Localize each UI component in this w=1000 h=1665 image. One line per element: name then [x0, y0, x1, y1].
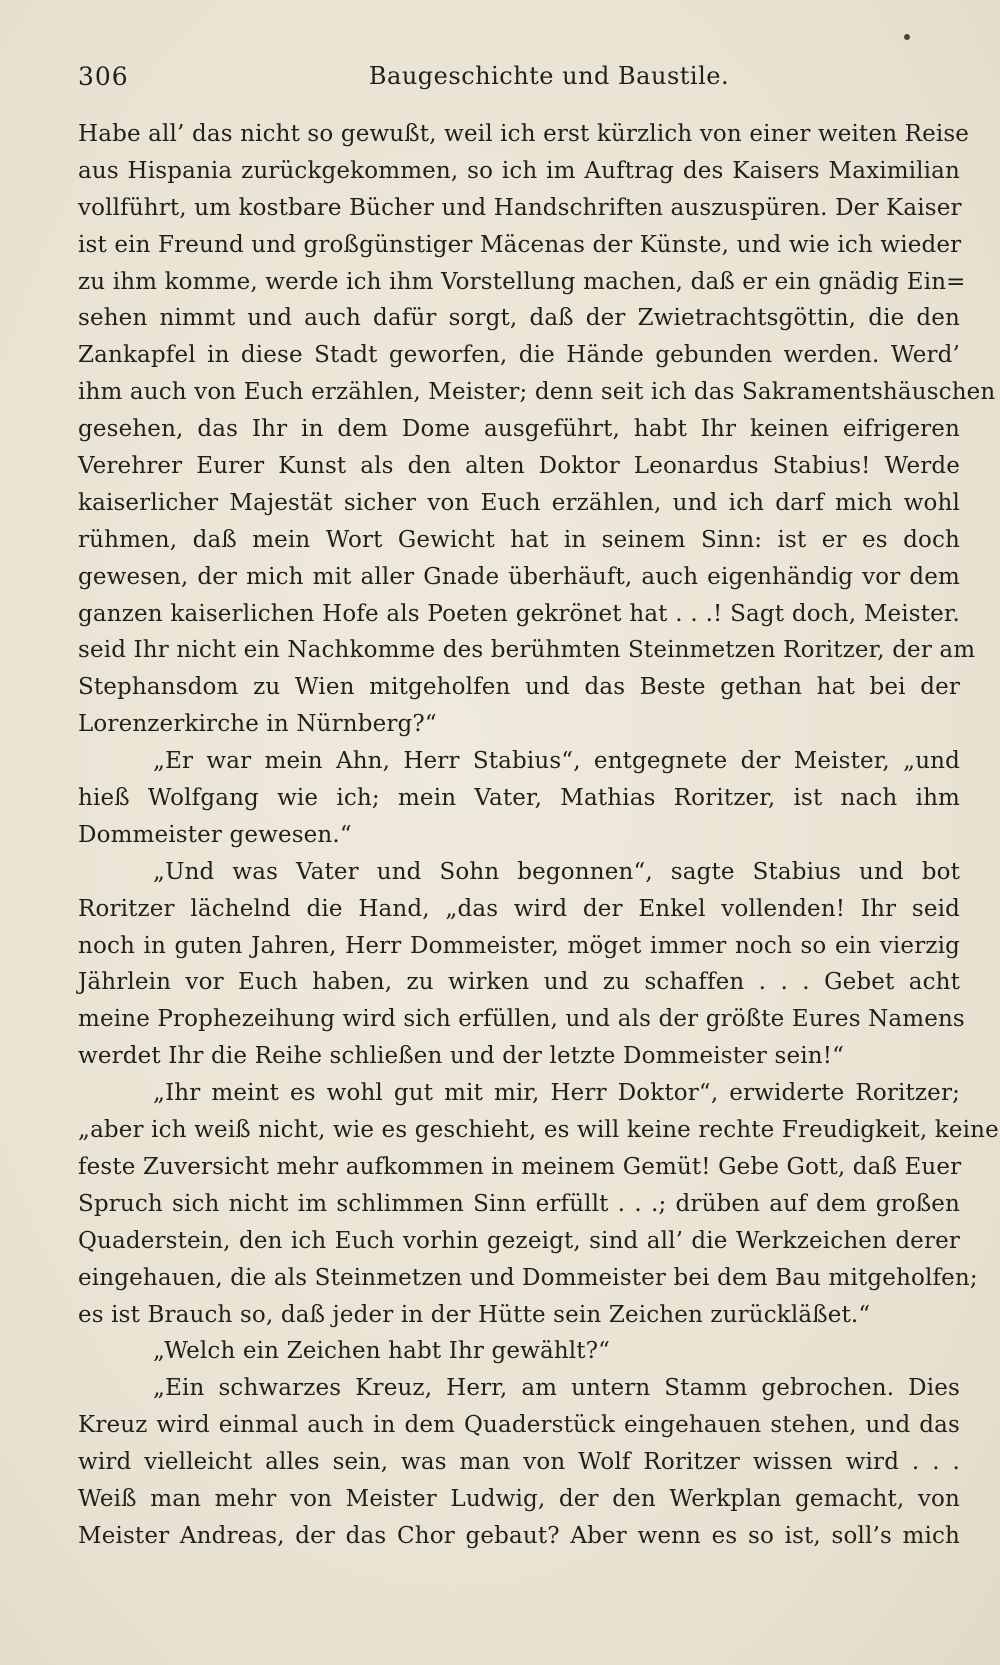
- body-text: [78, 116, 999, 1555]
- text-line: Meister Andreas, der das Chor gebaut? Aber wenn es so ist, soll’s mich: [78, 1522, 960, 1549]
- text-line: meine Prophezeihung wird sich erfüllen, und als der größte Eures Namens: [78, 1006, 965, 1033]
- text-line: Spruch sich nicht im schlimmen Sinn erfüllt . . .; drüben auf dem großen: [78, 1190, 960, 1217]
- text-line: ganzen kaiserlichen Hofe als Poeten gekrönet hat . . .! Sagt doch, Meister.: [78, 600, 960, 627]
- text-line: hieß Wolfgang wie ich; mein Vater, Mathias Roritzer, ist nach ihm: [78, 785, 960, 812]
- text-line: Dommeister gewesen.“: [78, 821, 352, 848]
- text-line: Habe all’ das nicht so gewußt, weil ich erst kürzlich von einer weiten Reise: [78, 121, 970, 147]
- text-line: vollführt, um kostbare Bücher und Handschriften auszuspüren. Der Kaiser: [78, 194, 962, 221]
- text-line: Lorenzerkirche in Nürnberg?“: [78, 711, 437, 738]
- text-line: zu ihm komme, werde ich ihm Vorstellung machen, daß er ein gnädig Ein=: [78, 268, 966, 295]
- text-line: Jährlein vor Euch haben, zu wirken und zu schaffen . . . Gebet acht: [78, 969, 960, 996]
- text-line: ist ein Freund und großgünstiger Mäcenas der Künste, und wie ich wieder: [78, 231, 962, 258]
- text-line: „aber ich weiß nicht, wie es geschieht, es will keine rechte Freudigkeit, keine: [78, 1117, 999, 1144]
- text-line: Weiß man mehr von Meister Ludwig, der den Werkplan gemacht, von: [78, 1485, 960, 1512]
- text-line: sehen nimmt und auch dafür sorgt, daß der Zwietrachtsgöttin, die den: [78, 305, 960, 332]
- text-line: rühmen, daß mein Wort Gewicht hat in seinem Sinn: ist er es doch: [78, 526, 960, 553]
- running-head: Baugeschichte und Baustile.: [368, 62, 730, 90]
- text-line: kaiserlicher Majestät sicher von Euch erzählen, und ich darf mich wohl: [78, 489, 960, 516]
- text-line: gewesen, der mich mit aller Gnade überhäuft, auch eigenhändig vor dem: [78, 563, 960, 590]
- text-line: es ist Brauch so, daß jeder in der Hütte sein Zeichen zurückläßet.“: [78, 1301, 871, 1328]
- text-line: Verehrer Eurer Kunst als den alten Doktor Leonardus Stabius! Werde: [78, 453, 960, 480]
- text-line: noch in guten Jahren, Herr Dommeister, möget immer noch so ein vierzig: [78, 932, 960, 959]
- text-line: wird vielleicht alles sein, was man von Wolf Roritzer wissen wird . . .: [78, 1449, 960, 1476]
- text-line: seid Ihr nicht ein Nachkomme des berühmten Steinmetzen Roritzer, der am: [78, 637, 976, 664]
- text-line: „Er war mein Ahn, Herr Stabius“, entgegnete der Meister, „und: [153, 748, 960, 775]
- text-line: werdet Ihr die Reihe schließen und der letzte Dommeister sein!“: [78, 1043, 844, 1070]
- text-line: „Und was Vater und Sohn begonnen“, sagte Stabius und bot: [153, 858, 960, 885]
- text-line: gesehen, das Ihr in dem Dome ausgeführt, habt Ihr keinen eifrigeren: [78, 416, 960, 443]
- text-line: „Ein schwarzes Kreuz, Herr, am untern Stamm gebrochen. Dies: [153, 1375, 960, 1402]
- text-line: eingehauen, die als Steinmetzen und Dommeister bei dem Bau mitgeholfen;: [78, 1264, 978, 1291]
- text-line: ihm auch von Euch erzählen, Meister; denn seit ich das Sakramentshäuschen: [78, 379, 996, 406]
- text-line: Stephansdom zu Wien mitgeholfen und das Beste gethan hat bei der: [78, 674, 960, 701]
- page-number: 306: [78, 62, 129, 91]
- text-line: Quaderstein, den ich Euch vorhin gezeigt, sind all’ die Werkzeichen derer: [78, 1227, 960, 1254]
- text-line: feste Zuversicht mehr aufkommen in meinem Gemüt! Gebe Gott, daß Euer: [78, 1153, 962, 1180]
- text-line: Kreuz wird einmal auch in dem Quaderstück eingehauen stehen, und das: [78, 1412, 960, 1439]
- ink-dot: [904, 34, 910, 40]
- text-line: „Welch ein Zeichen habt Ihr gewählt?“: [153, 1338, 611, 1365]
- text-line: Zankapfel in diese Stadt geworfen, die Hände gebunden werden. Werd’: [78, 342, 960, 369]
- text-line: „Ihr meint es wohl gut mit mir, Herr Doktor“, erwiderte Roritzer;: [153, 1080, 960, 1107]
- text-line: Roritzer lächelnd die Hand, „das wird der Enkel vollenden! Ihr seid: [78, 895, 960, 922]
- text-line: aus Hispania zurückgekommen, so ich im Auftrag des Kaisers Maximilian: [78, 157, 960, 184]
- page-header: [78, 62, 960, 92]
